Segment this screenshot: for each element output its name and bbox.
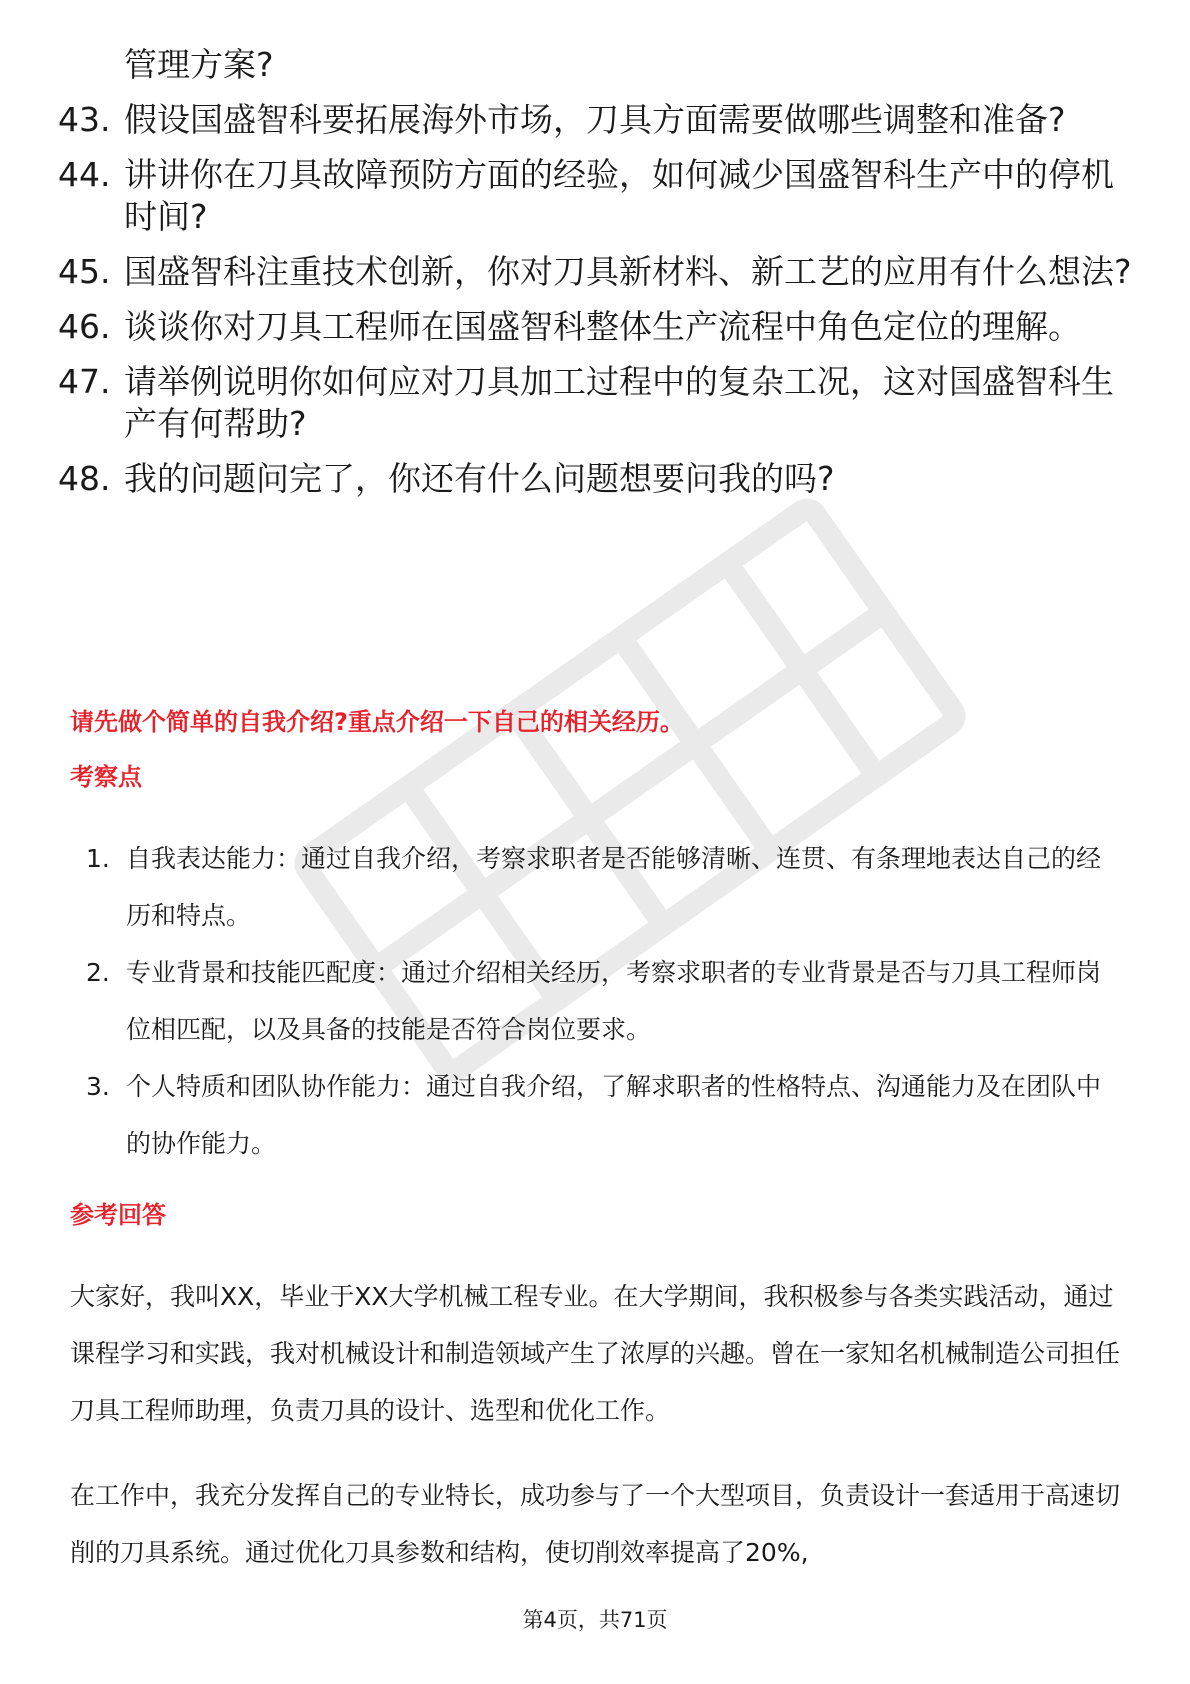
assessment-point (70, 830, 1120, 944)
point-number: 3. (86, 1072, 110, 1101)
question-number: 45. (58, 252, 111, 291)
reference-heading: 参考回答 (70, 1201, 166, 1229)
point-number: 2. (86, 958, 110, 987)
assessment-points (70, 830, 1120, 1172)
assessment-point (70, 1058, 1120, 1172)
question-item (58, 251, 1138, 293)
point-number: 1. (86, 844, 110, 873)
question-text: 假设国盛智科要拓展海外市场，刀具方面需要做哪些调整和准备? (124, 100, 1066, 139)
point-text: 自我表达能力：通过自我介绍，考察求职者是否能够清晰、连贯、有条理地表达自己的经历和特点。 (126, 844, 1102, 930)
question-text: 国盛智科注重技术创新，你对刀具新材料、新工艺的应用有什么想法? (124, 252, 1132, 291)
question-item (58, 306, 1138, 348)
featured-question-title: 请先做个简单的自我介绍?重点介绍一下自己的相关经历。 (70, 708, 684, 736)
question-text: 我的问题问完了，你还有什么问题想要问我的吗? (124, 459, 835, 498)
point-text: 专业背景和技能匹配度：通过介绍相关经历，考察求职者的专业背景是否与刀具工程师岗位相匹配，以及具备的技能是否符合岗位要求。 (126, 958, 1102, 1044)
question-text: 管理方案? (124, 45, 274, 84)
question-number: 43. (58, 100, 111, 139)
point-text: 个人特质和团队协作能力：通过自我介绍，了解求职者的性格特点、沟通能力及在团队中的协作能力。 (126, 1072, 1102, 1158)
question-number: 46. (58, 307, 111, 346)
page-footer: 第4页，共71页 (522, 1608, 668, 1632)
question-number: 47. (58, 362, 111, 401)
question-text: 讲讲你在刀具故障预防方面的经验，如何减少国盛智科生产中的停机时间? (124, 155, 1114, 236)
question-item (58, 458, 1138, 500)
question-number: 44. (58, 155, 111, 194)
question-item (58, 99, 1138, 141)
assessment-heading: 考察点 (70, 763, 142, 791)
question-item (58, 44, 1138, 86)
question-item (58, 361, 1138, 445)
question-text: 谈谈你对刀具工程师在国盛智科整体生产流程中角色定位的理解。 (124, 307, 1081, 346)
question-list (58, 44, 1138, 513)
reference-answer (70, 1268, 1120, 1609)
question-text: 请举例说明你如何应对刀具加工过程中的复杂工况，这对国盛智科生产有何帮助? (124, 362, 1114, 443)
assessment-point (70, 944, 1120, 1058)
question-item (58, 154, 1138, 238)
answer-paragraph: 大家好，我叫XX，毕业于XX大学机械工程专业。在大学期间，我积极参与各类实践活动，通过课程学习和实践，我对机械设计和制造领域产生了浓厚的兴趣。曾在一家知名机械制造公司担任刀具工程师助理，负责刀具的设计、选型和优化工作。 (70, 1282, 1121, 1425)
question-number: 48. (58, 459, 111, 498)
answer-paragraph: 在工作中，我充分发挥自己的专业特长，成功参与了一个大型项目，负责设计一套适用于高速切削的刀具系统。通过优化刀具参数和结构，使切削效率提高了20%, (70, 1481, 1121, 1567)
